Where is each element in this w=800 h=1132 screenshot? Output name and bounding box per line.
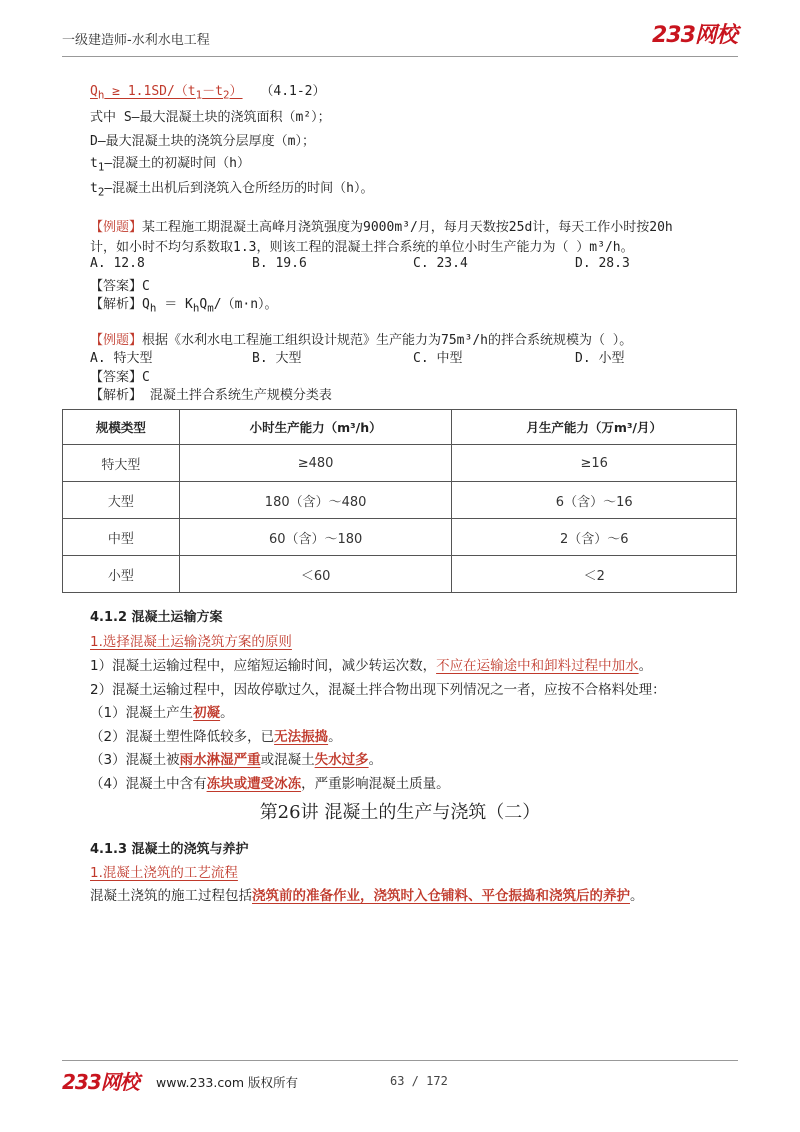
formula-number: （4.1-2） <box>260 84 326 99</box>
document-header-title: 一级建造师-水利水电工程 <box>62 33 210 48</box>
example1-stem-line1: 【例题】某工程施工期混凝土高峰月浇筑强度为9000m³/月，每月天数按25d计，每天工作小时按20h <box>90 220 673 235</box>
formula-var-s: 式中 S—最大混凝土块的浇筑面积（m²）； <box>90 110 331 125</box>
example1-option-b: B. 19.6 <box>252 256 307 271</box>
section-4-1-3-subheading: 1.混凝土浇筑的工艺流程 <box>90 865 238 881</box>
table-row <box>63 556 737 593</box>
example1-stem-line2: 计，如小时不均匀系数取1.3，则该工程的混凝土拌合系统的单位小时生产能力为（ ）m³/h。 <box>90 240 634 255</box>
table-cell: ＜60 <box>179 556 452 593</box>
header-divider <box>62 56 738 57</box>
section-4-1-2-para1: 1）混凝土运输过程中，应缩短运输时间，减少转运次数，不应在运输途中和卸料过程中加水。 <box>90 658 653 674</box>
lesson-title: 第26讲 混凝土的生产与浇筑（二） <box>259 802 541 823</box>
section-4-1-3-para1: 混凝土浇筑的施工过程包括浇筑前的准备作业，浇筑时入仓铺料、平仓振捣和浇筑后的养护。 <box>90 888 644 904</box>
table-header-cell: 小时生产能力（m³/h） <box>179 410 452 445</box>
example1-option-a: A. 12.8 <box>90 256 145 271</box>
table-row <box>63 445 737 482</box>
example1-option-d: D. 28.3 <box>575 256 630 271</box>
table-cell: ≥16 <box>452 445 737 482</box>
formula-expression: $Q_h \ge 1.1SD/(t_1-t_2)$ <box>90 84 243 102</box>
table-cell: 60（含）～180 <box>179 519 452 556</box>
formula-var-d: D—最大混凝土块的浇筑分层厚度（m）； <box>90 134 315 149</box>
formula-var-t2: $t_2—$混凝土出机后到浇筑入仓所经历的时间（h）。 <box>90 181 374 199</box>
example2-option-c: C. 中型 <box>413 351 463 366</box>
footer-divider <box>62 1060 738 1061</box>
condition-item-4: （4）混凝土中含有冻块或遭受冰冻，严重影响混凝土质量。 <box>90 776 450 792</box>
footer-logo: 233网校 <box>62 1070 139 1094</box>
brand-logo: 233网校 <box>652 23 737 48</box>
table-header-cell: 月生产能力（万m³/月） <box>452 410 737 445</box>
condition-item-3: （3）混凝土被雨水淋湿严重或混凝土失水过多。 <box>90 752 383 768</box>
table-header-cell: 规模类型 <box>63 410 180 445</box>
example2-tag: 【例题】 <box>90 333 143 348</box>
example2-answer: 【答案】C <box>90 370 150 385</box>
table-cell: 小型 <box>63 556 180 593</box>
table-cell: ≥480 <box>179 445 452 482</box>
footer-copyright: www.233.com 版权所有 <box>156 1075 298 1090</box>
example2-option-d: D. 小型 <box>575 351 625 366</box>
section-4-1-3-heading: 4.1.3 混凝土的浇筑与养护 <box>90 842 249 857</box>
table-cell: ＜2 <box>452 556 737 593</box>
condition-item-2: （2）混凝土塑性降低较多，已无法振捣。 <box>90 729 342 745</box>
formula-line <box>90 80 326 102</box>
table-cell: 中型 <box>63 519 180 556</box>
section-4-1-2-subheading: 1.选择混凝土运输浇筑方案的原则 <box>90 634 292 650</box>
example2-stem: 【例题】根据《水利水电工程施工组织设计规范》生产能力为75m³/h的拌合系统规模为（ ）。 <box>90 333 633 348</box>
table-row <box>63 519 737 556</box>
example2-option-a: A. 特大型 <box>90 351 153 366</box>
example2-analysis: 【解析】 混凝土拌合系统生产规模分类表 <box>90 388 332 403</box>
mixing-plant-scale-table <box>62 409 737 593</box>
table-header-row <box>63 410 737 445</box>
table-row <box>63 482 737 519</box>
example1-tag: 【例题】 <box>90 220 143 235</box>
example1-option-c: C. 23.4 <box>413 256 468 271</box>
table-cell: 6（含）～16 <box>452 482 737 519</box>
example2-option-b: B. 大型 <box>252 351 302 366</box>
section-4-1-2-para2: 2）混凝土运输过程中，因故停歇过久，混凝土拌合物出现下列情况之一者，应按不合格料处理： <box>90 682 666 698</box>
formula-var-t1: $t_1—$混凝土的初凝时间（h） <box>90 156 251 174</box>
table-cell: 特大型 <box>63 445 180 482</box>
condition-item-1: （1）混凝土产生初凝。 <box>90 705 234 721</box>
example1-analysis: 【解析】$Q_h = K_hQ_m/(m\cdot n)$。 <box>90 297 278 315</box>
example1-answer: 【答案】C <box>90 279 150 294</box>
table-cell: 2（含）～6 <box>452 519 737 556</box>
page-number: 63 / 172 <box>390 1074 448 1088</box>
table-cell: 大型 <box>63 482 180 519</box>
table-cell: 180（含）～480 <box>179 482 452 519</box>
section-4-1-2-heading: 4.1.2 混凝土运输方案 <box>90 610 223 625</box>
